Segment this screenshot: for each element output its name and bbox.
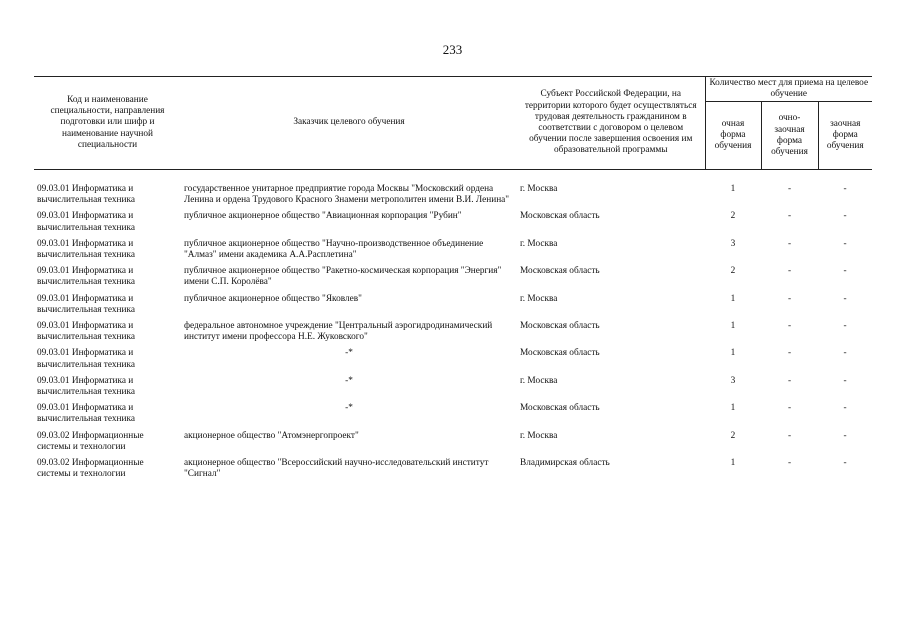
- row-code: 09.03.01 Информатика и вычислительная техника: [37, 184, 135, 206]
- row-part-time: -: [787, 375, 792, 386]
- row-region: Московская область: [520, 211, 600, 222]
- row-code: 09.03.02 Информационные системы и технологии: [37, 430, 144, 452]
- row-code: 09.03.01 Информатика и вычислительная техника: [37, 238, 135, 261]
- table-row: [34, 454, 872, 481]
- row-full-time: 1: [730, 458, 736, 469]
- row-part-time: -: [787, 430, 792, 441]
- row-extramural: -: [843, 375, 847, 386]
- row-code: 09.03.02 Информационные системы и технологии: [37, 458, 144, 480]
- row-extramural: -: [843, 266, 847, 277]
- header-extramural: заочная форма обучения: [818, 102, 872, 170]
- row-part-time: -: [787, 238, 792, 249]
- row-region: г. Москва: [520, 238, 558, 249]
- row-code: 09.03.01 Информатика и вычислительная техника: [37, 321, 135, 343]
- row-customer: -*: [345, 375, 353, 386]
- row-region: Московская область: [520, 321, 600, 332]
- row-extramural: -: [843, 184, 847, 194]
- row-part-time: -: [787, 293, 792, 304]
- row-extramural: -: [843, 430, 847, 441]
- page-number: 233: [442, 42, 463, 57]
- row-part-time: -: [787, 266, 792, 277]
- row-full-time: 3: [730, 375, 736, 386]
- row-customer: акционерное общество "Всероссийский научно-исследовательский институт "Сигнал": [184, 458, 489, 480]
- row-full-time: 1: [730, 348, 736, 359]
- row-region: Владимирская область: [520, 458, 610, 469]
- row-customer: публичное акционерное общество "Авиационная корпорация "Рубин": [184, 211, 462, 222]
- row-full-time: 1: [730, 184, 736, 194]
- row-code: 09.03.01 Информатика и вычислительная техника: [37, 211, 135, 233]
- header-code: Код и наименование специальности, направления подготовки или шифр и наименование научной специальности: [34, 77, 181, 170]
- row-full-time: 3: [730, 238, 736, 249]
- header-places: Количество мест для приема на целевое обучение: [705, 77, 872, 102]
- row-part-time: -: [787, 184, 792, 194]
- row-code: 09.03.01 Информатика и вычислительная техника: [37, 293, 135, 315]
- row-extramural: -: [843, 238, 847, 249]
- row-full-time: 1: [730, 321, 736, 332]
- row-full-time: 1: [730, 293, 736, 304]
- row-full-time: 2: [730, 211, 736, 222]
- row-code: 09.03.01 Информатика и вычислительная техника: [37, 348, 135, 370]
- row-customer: акционерное общество "Атомэнергопроект": [184, 430, 359, 441]
- table-row: [34, 207, 872, 234]
- header-customer: Заказчик целевого обучения: [181, 77, 517, 170]
- row-region: г. Москва: [520, 293, 558, 304]
- table-row: [34, 290, 872, 317]
- row-extramural: -: [843, 458, 847, 469]
- row-part-time: -: [787, 458, 792, 469]
- table-row: [34, 170, 872, 208]
- row-extramural: -: [843, 293, 847, 304]
- row-part-time: -: [787, 403, 792, 414]
- row-full-time: 1: [730, 403, 736, 414]
- row-extramural: -: [843, 348, 847, 359]
- table-row: [34, 262, 872, 289]
- row-extramural: -: [843, 321, 847, 332]
- row-customer: -*: [345, 403, 353, 414]
- row-code: 09.03.01 Информатика и вычислительная техника: [37, 375, 135, 398]
- row-region: г. Москва: [520, 375, 558, 386]
- table-row: [34, 317, 872, 344]
- row-customer: государственное унитарное предприятие города Москвы "Московский ордена Ленина и ордена Трудового Красного Знамени метрополитен имени В.И. Ленина": [184, 184, 510, 206]
- row-region: Московская область: [520, 403, 600, 414]
- table-row: [34, 344, 872, 371]
- row-region: г. Москва: [520, 184, 558, 194]
- row-customer: -*: [345, 348, 353, 359]
- table-row: [34, 399, 872, 426]
- table-row: [34, 427, 872, 454]
- row-full-time: 2: [730, 430, 736, 441]
- row-region: Московская область: [520, 266, 600, 277]
- row-full-time: 2: [730, 266, 736, 277]
- row-part-time: -: [787, 321, 792, 332]
- row-part-time: -: [787, 211, 792, 222]
- header-part-time: очно-заочная форма обучения: [761, 102, 818, 170]
- row-code: 09.03.01 Информатика и вычислительная техника: [37, 266, 135, 288]
- row-extramural: -: [843, 211, 847, 222]
- row-customer: публичное акционерное общество "Ракетно-космическая корпорация "Энергия" имени С.П. Королёва": [184, 266, 502, 288]
- row-code: 09.03.01 Информатика и вычислительная техника: [37, 403, 135, 425]
- header-full-time: очная форма обучения: [705, 102, 761, 170]
- row-extramural: -: [843, 403, 847, 414]
- row-customer: публичное акционерное общество "Яковлев": [184, 293, 362, 304]
- row-region: г. Москва: [520, 430, 558, 441]
- row-region: Московская область: [520, 348, 600, 359]
- table-row: [34, 372, 872, 399]
- row-part-time: -: [787, 348, 792, 359]
- target-admission-table: [34, 76, 872, 481]
- row-customer: публичное акционерное общество "Научно-производственное объединение "Алмаз" имени академика А.А.Расплетина": [184, 238, 484, 261]
- row-customer: федеральное автономное учреждение "Центральный аэрогидродинамический институт имени профессора Н.Е. Жуковского": [184, 321, 493, 343]
- header-region: Субъект Российской Федерации, на территории которого будет осуществляться трудовая деятельность гражданином в соответствии с договором о целевом обучении после завершения освоения им образовательной программы: [517, 77, 705, 170]
- table-row: [34, 235, 872, 262]
